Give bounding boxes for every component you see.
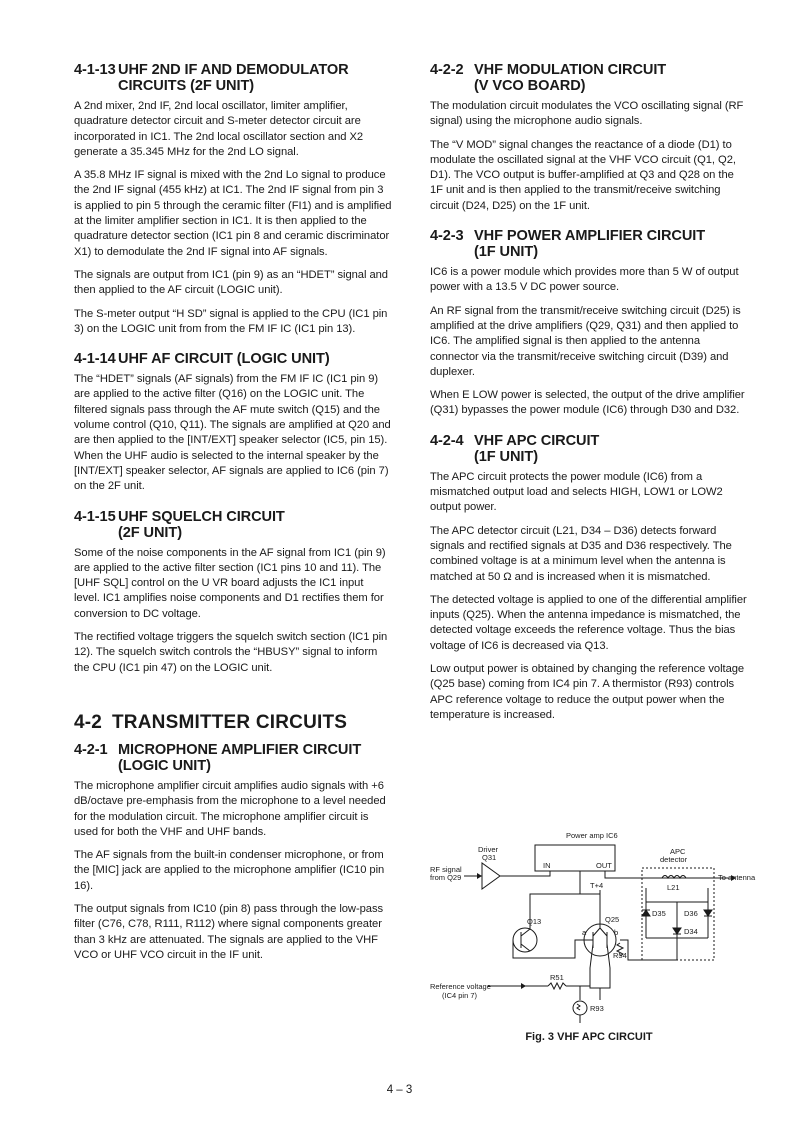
from-q29-label: from Q29 xyxy=(430,873,462,882)
q25-label: Q25 xyxy=(605,915,620,924)
r51-label: R51 xyxy=(550,973,564,982)
chapter-title: TRANSMITTER CIRCUITS xyxy=(112,711,348,733)
paragraph: Some of the noise components in the AF signal from IC1 (pin 9) are applied to the active filter section (IC1 pins 10 and 11). The [UHF SQL] control on the U VR board adjusts the IC1 input level. IC1 amplifies noise components and D1 rectifies them for conversion to DC voltage. xyxy=(74,546,386,620)
r54-label: R54 xyxy=(613,951,627,960)
apc-label: APC xyxy=(670,847,686,856)
ref-voltage-arrow xyxy=(521,983,526,989)
page-number: 4 – 3 xyxy=(386,1084,413,1096)
section-4-2-1 xyxy=(74,742,392,963)
rf-signal-label: RF signal xyxy=(430,865,462,874)
paragraph: The S-meter output “H SD” signal is applied to the CPU (IC1 pin 3) on the LOGIC unit from from the FM IF IC (IC1 pin 13). xyxy=(74,307,388,335)
section-title: MICROPHONE AMPLIFIER CIRCUIT xyxy=(118,741,362,758)
left-column xyxy=(74,62,392,977)
apc-circuit-diagram xyxy=(430,828,760,1028)
d36-diode xyxy=(704,910,712,916)
section-number: 4-2-4 xyxy=(430,432,464,449)
driver-label: Driver xyxy=(478,845,498,854)
base-a-label: a xyxy=(582,928,587,937)
section-heading xyxy=(430,433,748,465)
r51-resistor xyxy=(548,983,566,989)
section-title: VHF POWER AMPLIFIER CIRCUIT xyxy=(474,228,706,245)
section-heading xyxy=(74,351,392,367)
d34-diode xyxy=(673,928,681,934)
rf-input-arrow xyxy=(477,873,482,879)
paragraph: The output signals from IC10 (pin 8) pass through the low-pass filter (C76, C78, R111, R112) where signal components greater than 3 kHz are attenuated. The signals are applied to the VHF VCO or UHF VCO circuit in the IF unit. xyxy=(74,902,384,961)
paragraph: A 35.8 MHz IF signal is mixed with the 2nd Lo signal to produce the 2nd IF signal (455 kHz) at IC1. The 2nd IF signal from pin 3 is applied to pin 5 through the ceramic filter (FI1) and is amplified at the limiter amplifier section in IC1. It is then applied to the quadrature detector section (IC1 pin 8 and ceramic discriminator X1) to demodulate the 2nd IF signal into AF signals. xyxy=(74,169,392,258)
ic4-pin7-label: (IC4 pin 7) xyxy=(442,991,478,1000)
section-number: 4-1-13 xyxy=(74,62,116,78)
paragraph: The APC circuit protects the power module (IC6) from a mismatched output load and selects HIGH, LOW1 or LOW2 output power. xyxy=(430,470,723,514)
section-title: UHF 2ND IF AND DEMODULATOR xyxy=(118,62,349,78)
section-subtitle: (LOGIC UNIT) xyxy=(118,757,211,774)
paragraph: The microphone amplifier circuit amplifies audio signals with +6 dB/octave pre-emphasis from the microphone to a level needed for the modulation circuit. The microphone amplifier circuit is used for both the VHF and UHF bands. xyxy=(74,779,386,838)
paragraph: The AF signals from the built-in condenser microphone, or from the [MIC] jack are applied to the microphone amplifier (IC10 pin 16). xyxy=(74,849,385,892)
section-number: 4-1-15 xyxy=(74,508,116,525)
ref-voltage-label: Reference voltage xyxy=(430,982,491,991)
in-label: IN xyxy=(543,861,551,870)
q13-label: Q13 xyxy=(527,917,542,926)
section-4-2-2 xyxy=(430,62,748,214)
power-amp-label: Power amp IC6 xyxy=(566,831,618,840)
paragraph: An RF signal from the transmit/receive switching circuit (D25) is amplified at the drive amplifiers (Q29, Q31) and then applied to IC6. The amplified signal is then applied to the antenna connector via the transmit/receive switching circuit (D39) and duplexer. xyxy=(430,304,741,378)
section-heading xyxy=(74,62,392,94)
d36-label: D36 xyxy=(684,909,698,918)
figure-caption: Fig. 3 VHF APC CIRCUIT xyxy=(525,1031,653,1043)
driver-amplifier-symbol xyxy=(482,863,500,889)
section-4-1-15 xyxy=(74,509,392,676)
q13-transistor xyxy=(513,928,537,952)
section-number: 4-2-3 xyxy=(430,228,464,245)
section-heading xyxy=(74,509,392,541)
section-subtitle: (1F UNIT) xyxy=(474,244,538,261)
section-title: UHF SQUELCH CIRCUIT xyxy=(118,508,285,525)
paragraph: The “HDET” signals (AF signals) from the FM IF IC (IC1 pin 9) are applied to the active filter (Q16) on the LOGIC unit. The filtered signals pass through the AF mute switch (Q15) and the volume control (Q10, Q11). The signals are amplified at Q20 and are then applied to the [INT/EXT] speaker selector (IC5, pin 15). When the UHF audio is selected to the internal speaker by the [INT/EXT] speaker selector, AF signals are applied to IC6 (pin 7) on the 2F unit. xyxy=(74,373,391,493)
paragraph: The “V MOD” signal changes the reactance of a diode (D1) to modulate the oscillated signal at the VHF VCO circuit (Q1, Q2, D1). The VCO output is buffer-amplified at Q3 and Q28 on the 1F unit and is then applied to the transmit/receive switching circuit (D24, D25) on the 1F unit. xyxy=(430,138,736,212)
paragraph: A 2nd mixer, 2nd IF, 2nd local oscillator, limiter amplifier, quadrature detector circuit and S-meter detector circuit are incorporated in IC1. The 2nd local oscillator section and X2 generate a 35.345 MHz for the 2nd LO signal. xyxy=(74,100,364,158)
out-label: OUT xyxy=(596,861,612,870)
base-b-label: b xyxy=(614,928,619,937)
section-title: VHF MODULATION CIRCUIT xyxy=(474,62,667,78)
section-4-2-4 xyxy=(430,433,748,723)
section-number: 4-1-14 xyxy=(74,351,116,368)
section-subtitle: (2F UNIT) xyxy=(118,524,182,541)
section-number: 4-2-1 xyxy=(74,741,108,758)
d34-label: D34 xyxy=(684,927,698,936)
section-4-2-3 xyxy=(430,228,748,419)
section-title: VHF APC CIRCUIT xyxy=(474,432,600,449)
r93-thermistor xyxy=(573,1001,587,1015)
d35-label: D35 xyxy=(652,909,666,918)
section-subtitle: CIRCUITS (2F UNIT) xyxy=(118,78,255,94)
section-heading xyxy=(74,742,392,774)
section-4-1-14 xyxy=(74,351,392,494)
section-number: 4-2-2 xyxy=(430,62,464,78)
section-subtitle: (V VCO BOARD) xyxy=(474,78,586,94)
paragraph: The signals are output from IC1 (pin 9) as an “HDET” signal and then applied to the AF circuit (LOGIC unit). xyxy=(74,268,388,297)
detector-label: detector xyxy=(660,855,688,864)
paragraph: The detected voltage is applied to one of the differential amplifier inputs (Q25). When the antenna impedance is mismatched, the detected voltage exceeds the reference voltage. Thus the bias voltage of IC6 is decreased via Q13. xyxy=(430,593,747,652)
q31-label: Q31 xyxy=(482,853,497,862)
l21-label: L21 xyxy=(667,883,680,892)
section-title: UHF AF CIRCUIT (LOGIC UNIT) xyxy=(118,351,330,368)
t4-label: T+4 xyxy=(590,881,604,890)
paragraph: The modulation circuit modulates the VCO oscillating signal (RF signal) using the microphone audio signals. xyxy=(430,100,744,128)
section-heading xyxy=(430,62,748,94)
section-4-1-13 xyxy=(74,62,392,337)
to-antenna-label: To antenna xyxy=(718,873,756,882)
section-heading xyxy=(430,228,748,260)
r93-label: R93 xyxy=(590,1004,604,1013)
d35-diode xyxy=(642,910,650,916)
paragraph: The APC detector circuit (L21, D34 – D36) detects forward signals and rectified signals at D35 and D36 respectively. The combined voltage is at a minimum level when the antenna is matched at 50 Ω and is increased when it is mismatched. xyxy=(430,524,732,583)
paragraph: The rectified voltage triggers the squelch switch section (IC1 pin 12). The squelch switch controls the “HBUSY” signal to inform the CPU (IC1 pin 47) on the LOGIC unit. xyxy=(74,631,388,674)
section-subtitle: (1F UNIT) xyxy=(474,448,538,465)
paragraph: Low output power is obtained by changing the reference voltage (Q25 base) coming from IC4 pin 7. A thermistor (R93) controls APC reference voltage to reduce the output power when the temperature is increased. xyxy=(430,663,745,721)
right-column xyxy=(430,62,748,737)
paragraph: IC6 is a power module which provides more than 5 W of output power with a 13.5 V DC power source. xyxy=(430,266,739,294)
chapter-heading xyxy=(74,712,392,734)
chapter-number: 4-2 xyxy=(74,711,103,733)
paragraph: When E LOW power is selected, the output of the drive amplifier (Q31) bypasses the power module (IC6) through D30 and D32. xyxy=(430,389,745,417)
